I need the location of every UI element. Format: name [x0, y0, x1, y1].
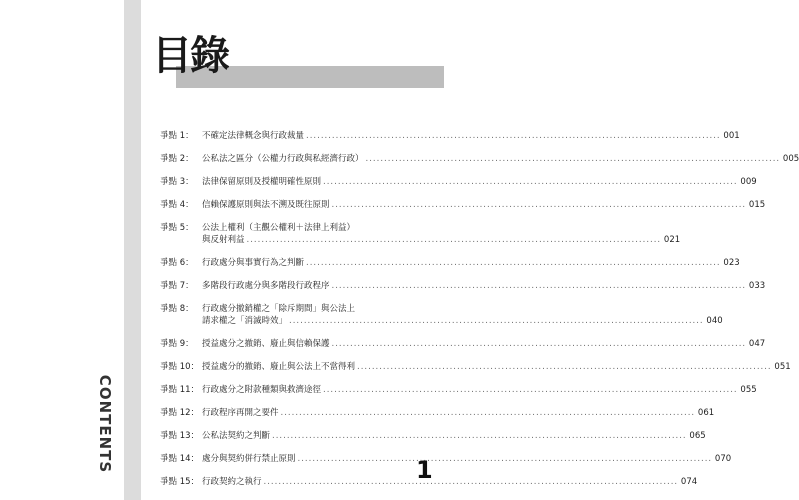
toc-entry-line — [202, 176, 757, 188]
toc-entry-number: 爭點 3： — [160, 177, 194, 187]
toc-entry-body — [202, 338, 765, 350]
toc-leader-dots — [306, 257, 721, 269]
toc-entry-body — [202, 453, 731, 465]
toc-entry-number: 爭點 10： — [160, 362, 200, 372]
toc-entry[interactable] — [160, 453, 732, 465]
toc-leader-dots — [332, 199, 747, 211]
toc-entry[interactable] — [160, 361, 791, 373]
toc-entry-page: 015 — [748, 200, 766, 210]
toc-entry[interactable] — [160, 338, 766, 350]
toc-entry-number: 爭點 13： — [160, 431, 200, 441]
toc-entry-line — [202, 384, 757, 396]
toc-entry-number: 爭點 15： — [160, 477, 200, 487]
toc-entry-line — [202, 199, 765, 211]
toc-entry-body — [202, 361, 791, 373]
toc-leader-dots — [323, 384, 738, 396]
toc-leader-dots — [289, 315, 704, 327]
toc-entry-line — [202, 303, 723, 315]
toc-entry-title: 不確定法律概念與行政裁量 — [202, 131, 305, 141]
toc-entry-page: 033 — [748, 281, 766, 291]
toc-entry-body — [202, 153, 799, 165]
toc-entry-body — [202, 280, 765, 292]
toc-leader-dots — [366, 153, 781, 165]
toc-entry-title: 行政處分與事實行為之判斷 — [202, 258, 305, 268]
toc-entry-title: 處分與契約併行禁止原則 — [202, 454, 296, 464]
toc-leader-dots — [247, 234, 662, 246]
toc-entry-line — [202, 407, 714, 419]
toc-entry-body — [202, 199, 765, 211]
toc-entry-page: 074 — [680, 477, 698, 487]
toc-entry-page: 055 — [740, 385, 757, 395]
toc-entry-title: 行政處分之附款種類與救濟途徑 — [202, 385, 322, 395]
page-title: 目錄 — [152, 33, 228, 79]
toc-entry-title: 信賴保護原則與法不溯及既往原則 — [202, 200, 330, 210]
toc-entry-line — [202, 315, 723, 327]
toc-entry[interactable] — [160, 130, 740, 142]
toc-entry-title: 與反射利益 — [202, 235, 245, 245]
toc-entry-line — [202, 338, 765, 350]
toc-leader-dots — [272, 430, 687, 442]
toc-leader-dots — [298, 453, 713, 465]
toc-entry-body — [202, 130, 740, 142]
toc-entry-line — [202, 257, 740, 269]
toc-entry-title: 多階段行政處分與多階段行政程序 — [202, 281, 330, 291]
toc-entry-title: 授益處分之撤銷、廢止與信賴保護 — [202, 339, 330, 349]
toc-entry-title: 法律保留原則及授權明確性原則 — [202, 177, 322, 187]
toc-entry-page: 061 — [697, 408, 715, 418]
toc-entry[interactable] — [160, 222, 681, 246]
toc-entry-line — [202, 280, 765, 292]
toc-entry-body — [202, 407, 714, 419]
toc-entry-line — [202, 222, 680, 234]
toc-entry[interactable] — [160, 303, 723, 327]
toc-entry[interactable] — [160, 384, 757, 396]
toc-entry-number: 爭點 7： — [160, 281, 194, 291]
toc-entry-number: 爭點 12： — [160, 408, 200, 418]
toc-entry-page: 001 — [723, 131, 740, 141]
toc-entry-line — [202, 430, 706, 442]
toc-entry-body — [202, 384, 757, 396]
toc-entry-line — [202, 361, 791, 373]
toc-leader-dots — [332, 338, 747, 350]
toc-entry-line — [202, 453, 731, 465]
toc-entry-number: 爭點 2： — [160, 154, 194, 164]
toc-entry-title: 請求權之「消滅時效」 — [202, 316, 288, 326]
toc-entry[interactable] — [160, 476, 698, 488]
toc-leader-dots — [357, 361, 772, 373]
toc-entry-number: 爭點 11： — [160, 385, 200, 395]
toc-entry[interactable] — [160, 176, 757, 188]
toc-entry-page: 009 — [740, 177, 757, 187]
toc-entry-page: 005 — [782, 154, 799, 164]
toc-entry-number: 爭點 6： — [160, 258, 194, 268]
toc-entry-line — [202, 153, 799, 165]
toc-entry-body — [202, 476, 697, 488]
toc-entry[interactable] — [160, 199, 766, 211]
toc-entry-page: 051 — [774, 362, 791, 372]
toc-entry-page: 040 — [706, 316, 723, 326]
toc-entry[interactable] — [160, 280, 766, 292]
side-strip — [124, 0, 141, 500]
toc-entry-page: 070 — [714, 454, 732, 464]
toc-entry-page: 023 — [723, 258, 740, 268]
toc-entry-body — [202, 176, 757, 188]
toc-entry-number: 爭點 14： — [160, 454, 200, 464]
toc-entry[interactable] — [160, 257, 740, 269]
toc-entry-title: 授益處分的撤銷、廢止與公法上不當得利 — [202, 362, 356, 372]
toc-entry-number: 爭點 8： — [160, 304, 194, 314]
toc-entry-body — [202, 430, 706, 442]
toc-entry-body — [202, 257, 740, 269]
toc-leader-dots — [264, 476, 679, 488]
toc-entry-number: 爭點 1： — [160, 131, 194, 141]
toc-leader-dots — [281, 407, 696, 419]
toc-entry-title: 公私法之區分（公權力行政與私經濟行政） — [202, 154, 364, 164]
table-of-contents — [160, 130, 799, 488]
toc-entry-number: 爭點 4： — [160, 200, 194, 210]
toc-entry-page: 065 — [689, 431, 706, 441]
toc-leader-dots — [332, 280, 747, 292]
toc-entry-body — [202, 303, 723, 327]
toc-entry-title: 公法上權利（主觀公權利＋法律上利益） — [202, 223, 356, 233]
toc-entry-line — [202, 476, 697, 488]
toc-entry[interactable] — [160, 430, 706, 442]
toc-entry-title: 行政契約之執行 — [202, 477, 262, 487]
toc-entry-line — [202, 234, 680, 246]
toc-entry-number: 爭點 5： — [160, 223, 194, 233]
page-number: 1 — [416, 456, 433, 484]
toc-entry-line — [202, 130, 740, 142]
toc-entry-title: 公私法契約之判斷 — [202, 431, 271, 441]
contents-label-text: CONTENTS — [96, 374, 115, 474]
toc-entry-title: 行政程序再開之要件 — [202, 408, 279, 418]
toc-entry-body — [202, 222, 680, 246]
toc-entry[interactable] — [160, 153, 799, 165]
toc-leader-dots — [306, 130, 721, 142]
toc-entry-number: 爭點 9： — [160, 339, 194, 349]
contents-side-label — [92, 374, 118, 474]
toc-entry-page: 021 — [663, 235, 681, 245]
toc-leader-dots — [323, 176, 738, 188]
toc-entry-title: 行政處分撤銷權之「除斥期間」與公法上 — [202, 304, 356, 314]
toc-entry[interactable] — [160, 407, 715, 419]
toc-entry-page: 047 — [748, 339, 766, 349]
